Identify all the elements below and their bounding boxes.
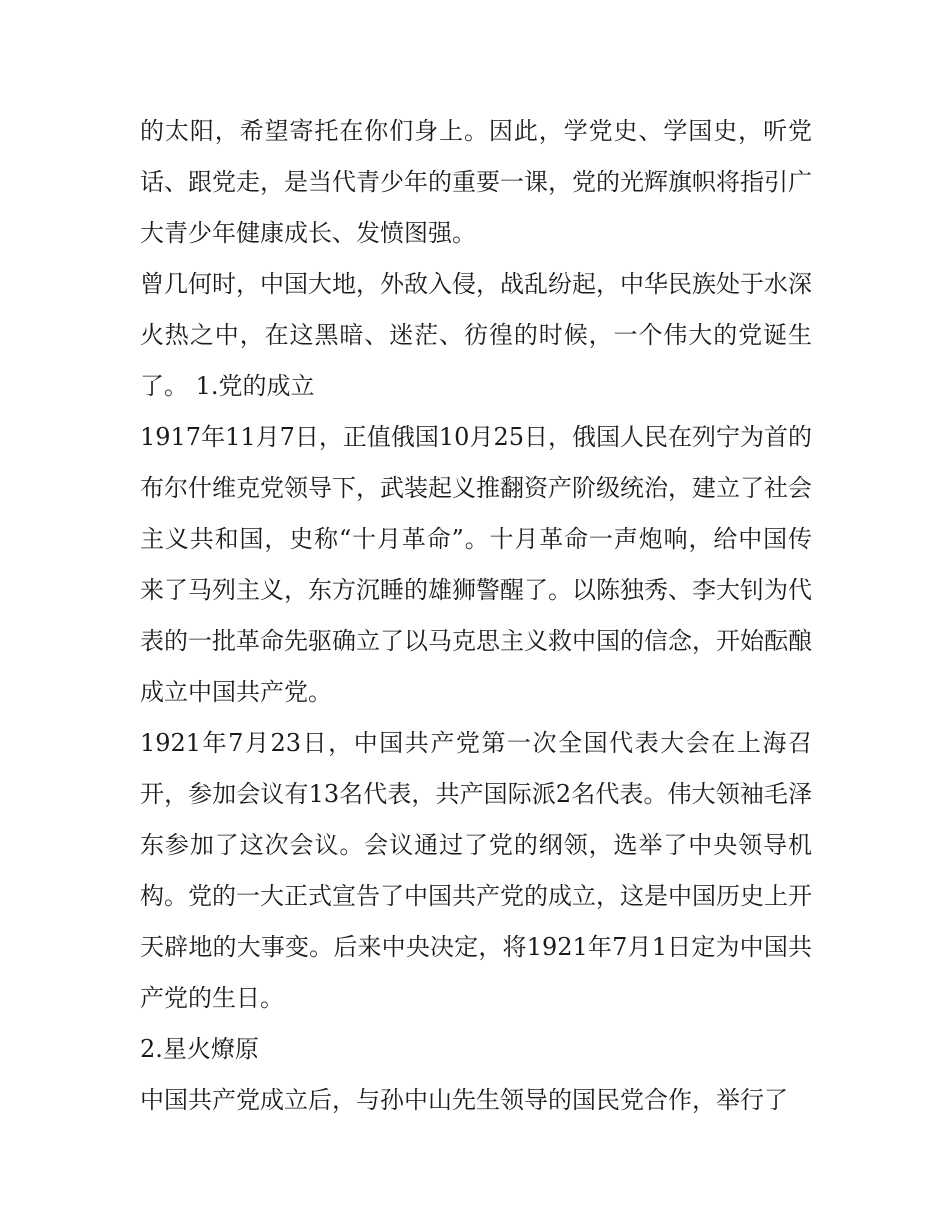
paragraph-party-born: 曾几何时，中国大地，外敌入侵，战乱纷起，中华民族处于水深火热之中，在这黑暗、迷茫、彷徨的时候，一个伟大的党诞生了。 1.党的成立 [140, 270, 812, 400]
document-body [140, 106, 812, 1126]
paragraph-youth-duty: 的太阳，希望寄托在你们身上。因此，学党史、学国史，听党话、跟党走，是当代青少年的重要一课，党的光辉旗帜将指引广大青少年健康成长、发愤图强。 [140, 117, 812, 247]
paragraph-october-revolution: 1917年11月7日，正值俄国10月25日，俄国人民在列宁为首的布尔什维克党领导下，武装起义推翻资产阶级统治，建立了社会主义共和国，史称“十月革命”。十月革命一声炮响，给中国传来了马列主义，东方沉睡的雄狮警醒了。以陈独秀、李大钊为代表的一批革命先驱确立了以马克思主义救中国的信念，开始酝酿成立中国共产党。 [140, 423, 812, 706]
section-heading-spark: 2.星火燎原 [140, 1035, 259, 1063]
paragraph-kmt-cooperation: 中国共产党成立后，与孙中山先生领导的国民党合作，举行了 [140, 1086, 788, 1114]
paragraph-first-congress: 1921年7月23日，中国共产党第一次全国代表大会在上海召开，参加会议有13名代表，共产国际派2名代表。伟大领袖毛泽东参加了这次会议。会议通过了党的纲领，选举了中央领导机构。党的一大正式宣告了中国共产党的成立，这是中国历史上开天辟地的大事变。后来中央决定，将1921年7月1日定为中国共产党的生日。 [140, 729, 812, 1012]
